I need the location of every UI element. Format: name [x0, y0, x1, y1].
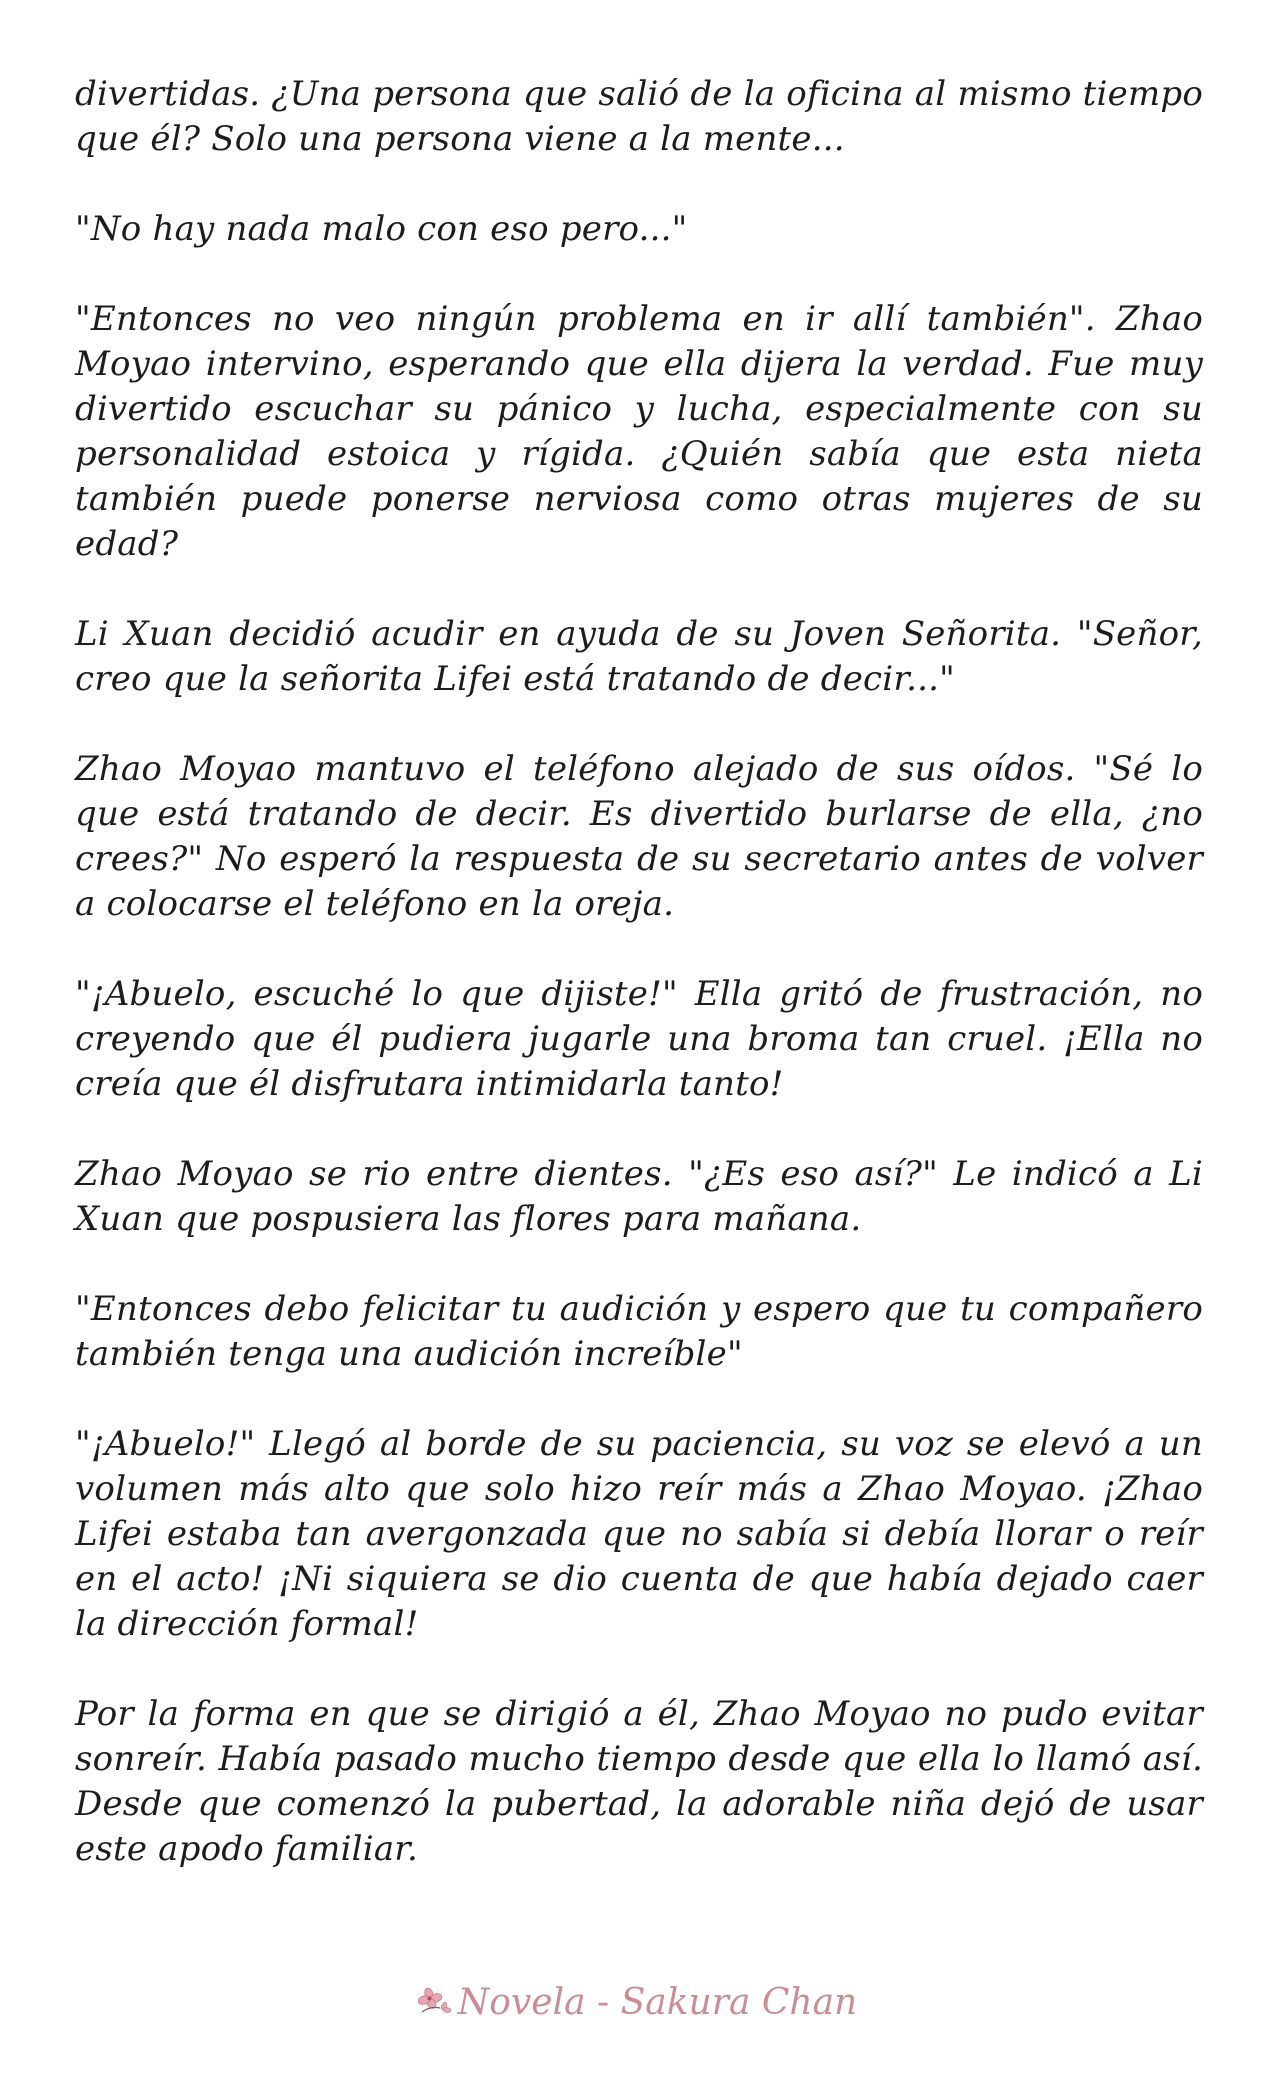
paragraph: "¡Abuelo, escuché lo que dijiste!" Ella gritó de frustración, no creyendo que él pudiera jugarle una broma tan cruel. ¡Ella no creía que él disfrutara intimidarla tanto!	[75, 974, 1203, 1104]
sakura-flower-icon	[418, 1984, 452, 2014]
paragraph: Zhao Moyao mantuvo el teléfono alejado de sus oídos. "Sé lo que está tratando de decir. Es divertido burlarse de ella, ¿no crees?" No esperó la respuesta de su secretario antes de volver a colocarse el teléfono en la oreja.	[75, 749, 1203, 924]
watermark-text: Novela - Sakura Chan	[457, 1982, 858, 2023]
watermark	[0, 1982, 1275, 2023]
paragraph: "No hay nada malo con eso pero..."	[75, 209, 688, 249]
paragraph: "Entonces no veo ningún problema en ir allí también". Zhao Moyao intervino, esperando que ella dijera la verdad. Fue muy divertido escuchar su pánico y lucha, especialmente con su personalidad estoica y rígida. ¿Quién sabía que esta nieta también puede ponerse nerviosa como otras mujeres de su edad?	[75, 299, 1203, 564]
paragraph: Li Xuan decidió acudir en ayuda de su Joven Señorita. "Señor, creo que la señorita Lifei está tratando de decir..."	[75, 614, 1203, 699]
document-body	[75, 72, 1203, 1917]
paragraph: Zhao Moyao se rio entre dientes. "¿Es eso así?" Le indicó a Li Xuan que pospusiera las flores para mañana.	[75, 1154, 1203, 1239]
paragraph: divertidas. ¿Una persona que salió de la oficina al mismo tiempo que él? Solo una persona viene a la mente...	[75, 74, 1203, 159]
paragraph: "¡Abuelo!" Llegó al borde de su paciencia, su voz se elevó a un volumen más alto que solo hizo reír más a Zhao Moyao. ¡Zhao Lifei estaba tan avergonzada que no sabía si debía llorar o reír en el acto! ¡Ni siquiera se dio cuenta de que había dejado caer la dirección formal!	[75, 1424, 1203, 1644]
paragraph: Por la forma en que se dirigió a él, Zhao Moyao no pudo evitar sonreír. Había pasado mucho tiempo desde que ella lo llamó así. Desde que comenzó la pubertad, la adorable niña dejó de usar este apodo familiar.	[75, 1694, 1203, 1869]
paragraph: "Entonces debo felicitar tu audición y espero que tu compañero también tenga una audición increíble"	[75, 1289, 1203, 1374]
